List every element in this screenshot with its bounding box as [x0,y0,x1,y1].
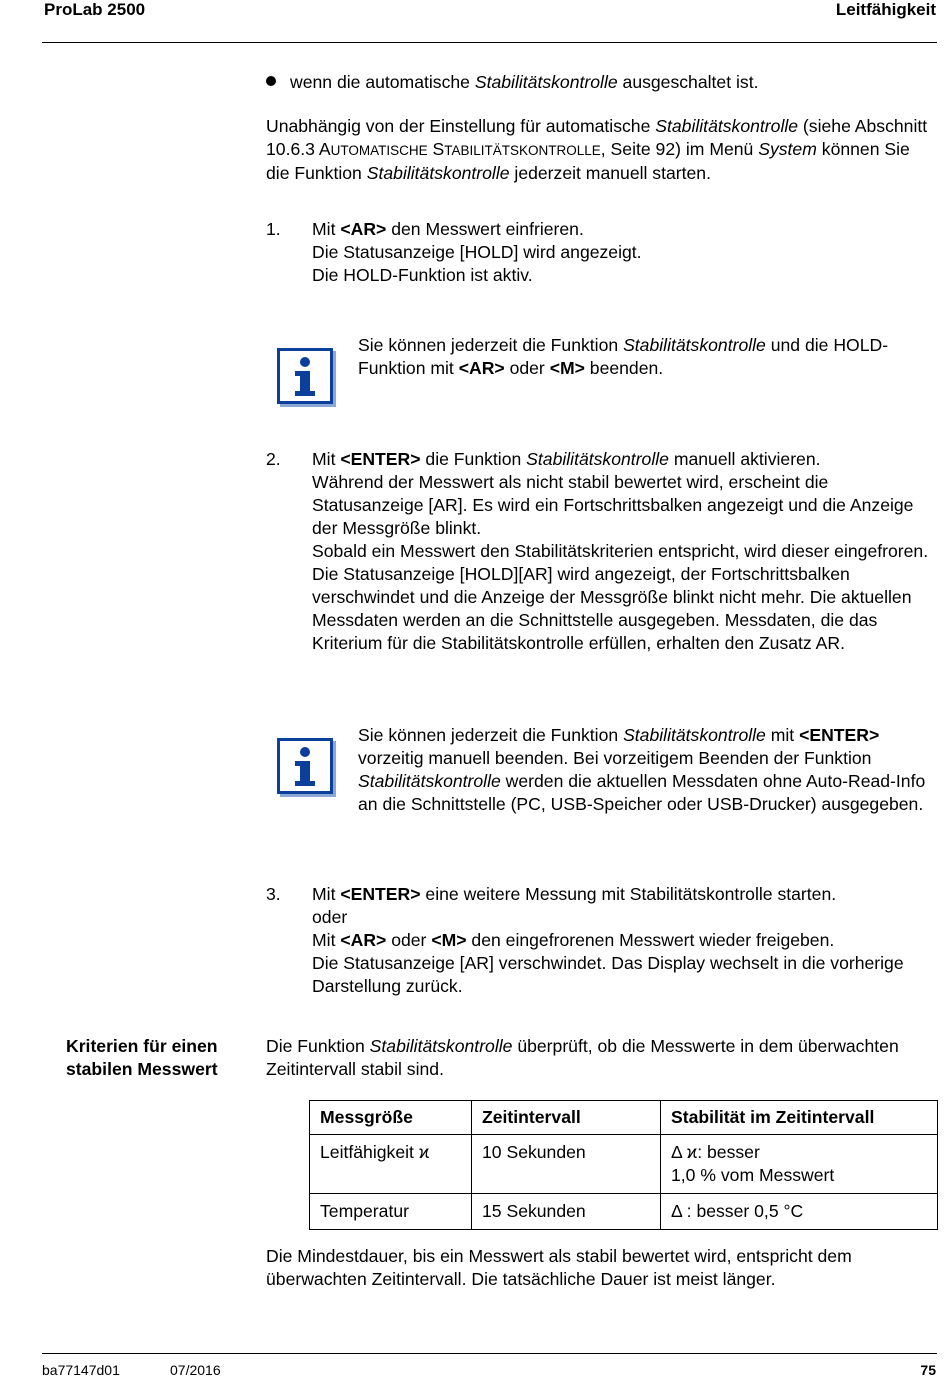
info-icon [277,738,333,794]
footer-doc-id: ba77147d01 [42,1362,120,1378]
table-cell: Δ : besser 0,5 °C [661,1194,938,1230]
table-row [310,1135,938,1194]
table-cell: Leitfähigkeit ϰ [310,1135,472,1194]
info-note-1: Sie können jederzeit die Funktion Stabilitätskontrolle und die HOLD-Funktion mit <AR> oder <M> beenden. [358,335,889,378]
footer-rule [42,1353,937,1354]
step-3-line-2: oder [312,907,348,927]
criteria-side-label: Kriterien für einen stabilen Messwert [66,1036,218,1079]
header-product-name: ProLab 2500 [44,0,146,19]
info-note-2: Sie können jederzeit die Funktion Stabilitätskontrolle mit <ENTER> vorzeitig manuell beenden. Bei vorzeitigem Beenden der Funktion Stabilitätskontrolle werden die aktuellen Messdaten ohne Auto-Read-Info an die Schnittstelle (PC, USB-Speicher oder USB-Drucker) ausgegeben. [358,725,926,814]
step-number: 1. [266,219,281,239]
step-number: 3. [266,884,281,904]
step-2 [266,448,938,655]
intro-paragraph: Unabhängig von der Einstellung für automatische Stabilitätskontrolle (siehe Abschnitt 10.6.3 AUTOMATISCHE STABILITÄTSKONTROLLE, Seite 92) im Menü System können Sie die Funktion Stabilitätskontrolle jederzeit manuell starten. [266,116,928,183]
table-cell: 15 Sekunden [472,1194,661,1230]
table-cell: Δ ϰ: besser 1,0 % vom Messwert [661,1135,938,1194]
table-header-cell: Messgröße [310,1101,472,1135]
bullet-dot-icon [266,76,276,86]
table-cell: Temperatur [310,1194,472,1230]
step-1-line-1: Mit <AR> den Messwert einfrieren. [312,219,584,239]
table-header-cell: Zeitintervall [472,1101,661,1135]
step-3-line-4: Die Statusanzeige [AR] verschwindet. Das Display wechselt in die vorherige Darstellung zurück. [312,953,904,996]
criteria-intro: Die Funktion Stabilitätskontrolle überprüft, ob die Messwerte in dem überwachten Zeitintervall stabil sind. [266,1036,899,1079]
step-3-line-1: Mit <ENTER> eine weitere Messung mit Stabilitätskontrolle starten. [312,884,837,904]
step-2-line-1: Mit <ENTER> die Funktion Stabilitätskontrolle manuell aktivieren. [312,449,821,469]
step-number: 2. [266,449,281,469]
info-icon [277,348,333,404]
step-1-line-2: Die Statusanzeige [HOLD] wird angezeigt. [312,242,642,262]
table-header-cell: Stabilität im Zeitintervall [661,1101,938,1135]
criteria-table-wrapper [309,1100,938,1230]
header-rule [42,42,937,43]
step-2-text-2: Sobald ein Messwert den Stabilitätskriterien entspricht, wird dieser eingefroren. Die Statusanzeige [HOLD][AR] wird angezeigt, der Fortschrittsbalken verschwindet und die Anzeige der Messgröße blinkt nicht mehr. Die aktuellen Messdaten werden an die Schnittstelle ausgegeben. Messdaten, die das Kriterium für die Stabilitätskontrolle erfüllen, erhalten den Zusatz AR. [312,541,929,653]
bullet-item: wenn die automatische Stabilitätskontrolle ausgeschaltet ist. [266,71,938,94]
step-3 [266,883,938,998]
step-1-line-3: Die HOLD-Funktion ist aktiv. [312,265,533,285]
step-3-line-3: Mit <AR> oder <M> den eingefrorenen Messwert wieder freigeben. [312,930,835,950]
footer-page-number: 75 [920,1362,936,1378]
criteria-table [309,1100,938,1230]
table-row [310,1194,938,1230]
criteria-outro: Die Mindestdauer, bis ein Messwert als stabil bewertet wird, entspricht dem überwachten Zeitintervall. Die tatsächliche Dauer ist meist länger. [266,1246,852,1289]
step-2-text-1: Während der Messwert als nicht stabil bewertet wird, erscheint die Statusanzeige [AR]. Es wird ein Fortschrittsbalken angezeigt und die Anzeige der Messgröße blinkt. [312,472,914,538]
table-cell: 10 Sekunden [472,1135,661,1194]
step-1 [266,218,938,287]
footer-date: 07/2016 [170,1362,221,1378]
table-header-row [310,1101,938,1135]
header-chapter-title: Leitfähigkeit [835,0,936,19]
